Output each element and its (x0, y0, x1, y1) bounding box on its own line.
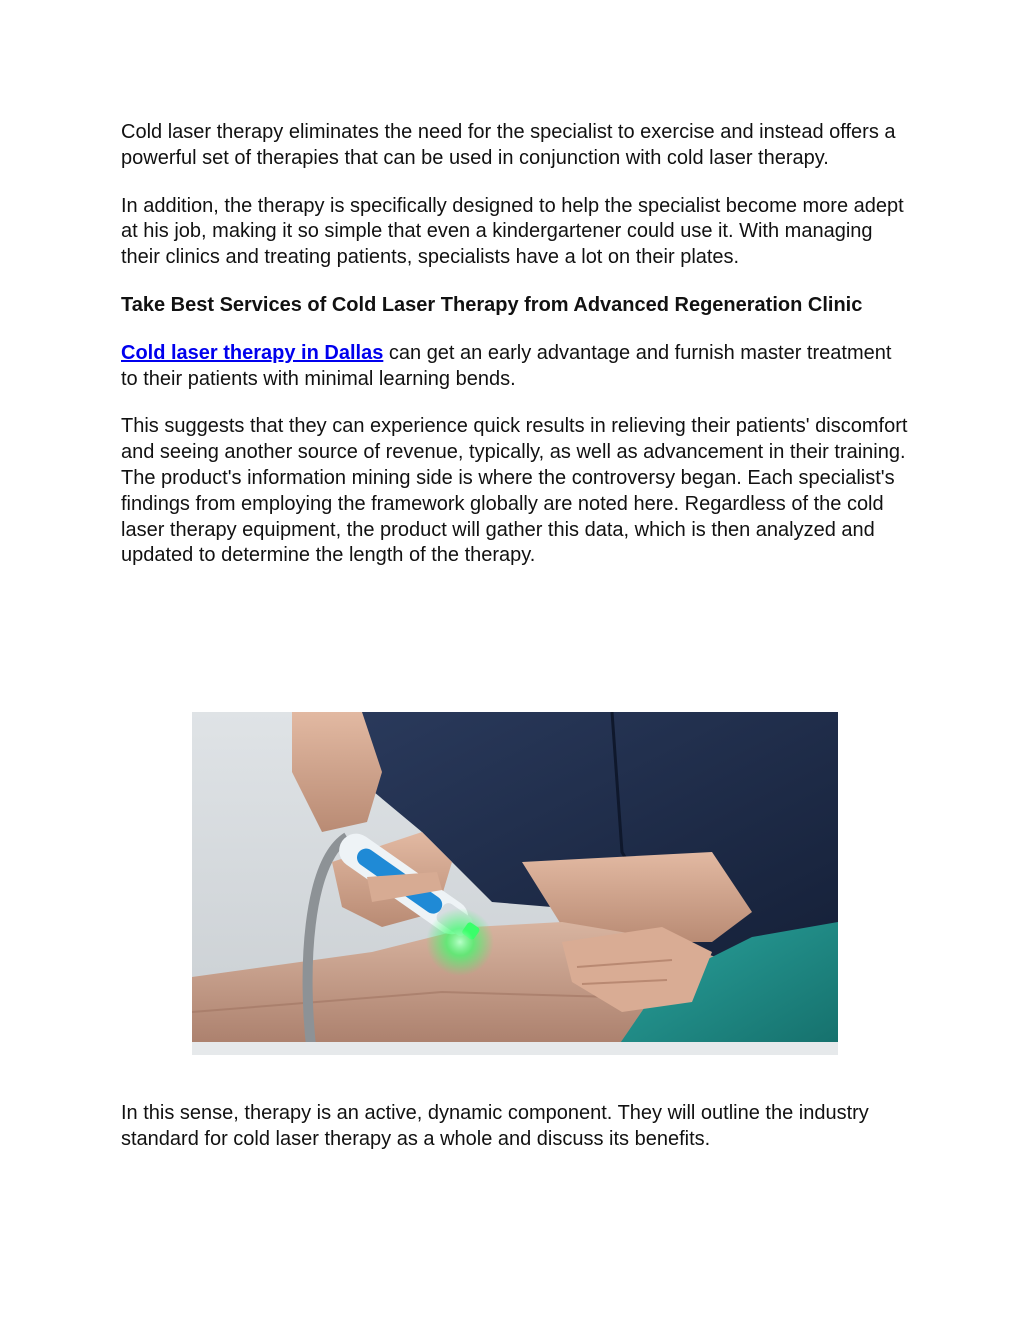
cold-laser-dallas-link[interactable]: Cold laser therapy in Dallas (121, 341, 384, 364)
laser-glow (426, 908, 494, 976)
article-body (121, 120, 911, 569)
section-heading: Take Best Services of Cold Laser Therapy from Advanced Regeneration Clinic (121, 293, 863, 316)
paragraph-dallas-rest: can get an early advantage and furnish master treatment to their patients with minimal learning bends. (121, 341, 892, 390)
paragraph-intro: Cold laser therapy eliminates the need for the specialist to exercise and instead offers a powerful set of therapies that can be used in conjunction with cold laser therapy. (121, 121, 896, 169)
paragraph-results: This suggests that they can experience quick results in relieving their patients' discomfort and seeing another source of revenue, typically, as well as advancement in their training. The product's information mining side is where the controversy began. Each specialist's findings from employing the framework globally are noted here. Regardless of the cold laser therapy equipment, the product will gather this data, which is then analyzed and updated to determine the length of the therapy. (121, 415, 908, 567)
laser-therapy-photo (192, 712, 838, 1055)
paragraph-addition: In addition, the therapy is specifically designed to help the specialist become more adept at his job, making it so simple that even a kindergartener could use it. With managing their clinics and treating patients, specialists have a lot on their plates. (121, 194, 904, 269)
paragraph-dallas (121, 341, 911, 393)
paragraph-closing: In this sense, therapy is an active, dynamic component. They will outline the industry standard for cold laser therapy as a whole and discuss its benefits. (121, 1102, 869, 1150)
